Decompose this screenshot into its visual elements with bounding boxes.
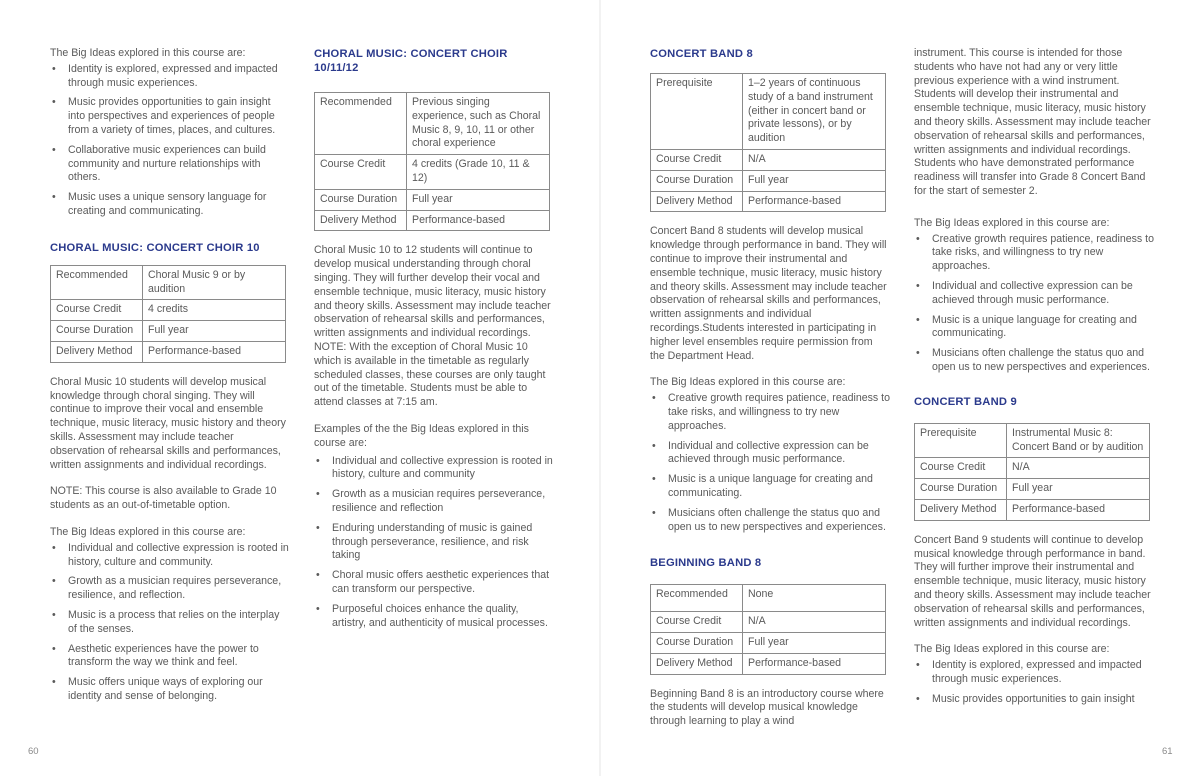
table-row <box>315 93 550 155</box>
list-item: • Music offers unique ways of exploring our identity and sense of belonging. <box>50 676 290 704</box>
table-row <box>915 499 1150 520</box>
list-item: • Collaborative music experiences can build community and nurture relationships with others. <box>50 144 290 185</box>
course-description: Choral Music 10 students will develop musical knowledge through choral singing. They will continue to improve their vocal and ensemble technique, music literacy, music history and theory skills. Assessment may include teacher observation of rehearsal skills and performances, written assignments and individual recordings. <box>50 375 286 471</box>
list-item: • Growth as a musician requires perseverance, resilience and reflection <box>314 488 554 516</box>
list-item: • Music uses a unique sensory language for creating and communicating. <box>50 191 290 219</box>
column-3 <box>650 47 890 742</box>
table-row <box>315 189 550 210</box>
table-cell-value: Full year <box>143 321 286 342</box>
list-item: • Identity is explored, expressed and impacted through music experiences. <box>50 63 290 91</box>
table-row <box>651 653 886 674</box>
table-cell-label: Prerequisite <box>651 74 743 150</box>
table-cell-value: Previous singing experience, such as Choral Music 8, 9, 10, 11 or other choral experience <box>407 93 550 155</box>
table-row <box>651 74 886 150</box>
table-cell-value: Full year <box>1007 479 1150 500</box>
table-cell-value: 1–2 years of continuous study of a band instrument (either in concert band or private lessons), or by audition <box>743 74 886 150</box>
table-row <box>651 612 886 633</box>
table-cell-label: Course Credit <box>651 149 743 170</box>
table-cell-label: Course Credit <box>315 155 407 190</box>
table-row <box>651 149 886 170</box>
list-item: • Individual and collective expression can be achieved through music performance. <box>650 440 890 468</box>
course-description: Concert Band 9 students will continue to develop musical knowledge through performance in band. They will further improve their instrumental and ensemble technique, music literacy, music history and theory skills. Assessment may include teacher observation of rehearsal skills and performances, written assignments and individual recordings. <box>914 533 1151 629</box>
big-ideas-list <box>314 455 554 631</box>
big-ideas-intro: Examples of the the Big Ideas explored in this course are: <box>314 422 529 449</box>
list-item: • Music is a unique language for creating and communicating. <box>650 473 890 501</box>
section-heading-beginning-band-8: BEGINNING BAND 8 <box>650 557 762 570</box>
big-ideas-list <box>914 659 1154 706</box>
table-cell-value: Performance-based <box>743 191 886 212</box>
table-cell-value: Performance-based <box>143 341 286 362</box>
table-row <box>651 170 886 191</box>
table-cell-label: Prerequisite <box>915 423 1007 458</box>
section-heading-concert-band-8: CONCERT BAND 8 <box>650 48 753 60</box>
table-row <box>651 585 886 612</box>
table-row <box>915 423 1150 458</box>
big-ideas-list <box>914 233 1154 375</box>
list-item: • Music provides opportunities to gain insight <box>914 693 1154 707</box>
table-cell-value: Instrumental Music 8: Concert Band or by audition <box>1007 423 1150 458</box>
table-cell-value: Performance-based <box>743 653 886 674</box>
big-ideas-list <box>50 542 290 704</box>
table-cell-label: Course Duration <box>51 321 143 342</box>
big-ideas-intro: The Big Ideas explored in this course are: <box>50 47 246 59</box>
list-item: • Aesthetic experiences have the power to transform the way we think and feel. <box>50 643 290 671</box>
table-cell-label: Delivery Method <box>315 210 407 231</box>
page-number-right: 61 <box>1162 746 1173 757</box>
table-row <box>51 265 286 300</box>
table-cell-label: Delivery Method <box>651 191 743 212</box>
table-cell-label: Course Duration <box>915 479 1007 500</box>
list-item: • Enduring understanding of music is gained through perseverance, resilience, and risk taking <box>314 522 554 563</box>
course-description-continued: instrument. This course is intended for those students who have not had any or very little previous experience with a wind instrument. Students will develop their instrumental and ensemble technique, music literacy, music history and theory skills. Assessment may include teacher observation of rehearsal skills and performances, written assignments and individual recordings. Students who have demonstrated performance readiness will transfer into Grade 8 Concert Band for the start of semester 2. <box>914 47 1151 197</box>
section-heading-concert-choir-10-11-12: CHORAL MUSIC: CONCERT CHOIR 10/11/12 <box>314 48 508 74</box>
list-item: • Musicians often challenge the status quo and open us to new perspectives and experiences. <box>914 347 1154 375</box>
table-cell-value: 4 credits (Grade 10, 11 & 12) <box>407 155 550 190</box>
course-description: Beginning Band 8 is an introductory course where the students will develop musical knowledge through learning to play a wind <box>650 687 884 728</box>
big-ideas-intro: The Big Ideas explored in this course are: <box>914 643 1110 656</box>
table-cell-value: N/A <box>1007 458 1150 479</box>
table-cell-value: N/A <box>743 612 886 633</box>
list-item: • Purposeful choices enhance the quality, artistry, and authenticity of musical processes. <box>314 603 554 631</box>
table-cell-label: Delivery Method <box>915 499 1007 520</box>
course-note: NOTE: This course is also available to Grade 10 students as an out-of-timetable option. <box>50 485 277 512</box>
table-cell-label: Course Duration <box>315 189 407 210</box>
table-cell-value: Performance-based <box>1007 499 1150 520</box>
list-item: • Individual and collective expression can be achieved through music performance. <box>914 280 1154 308</box>
table-cell-label: Recommended <box>51 265 143 300</box>
table-cell-label: Recommended <box>315 93 407 155</box>
table-cell-label: Course Duration <box>651 632 743 653</box>
course-info-table <box>314 92 550 231</box>
big-ideas-intro: The Big Ideas explored in this course are: <box>50 525 246 538</box>
list-item: • Music provides opportunities to gain insight into perspectives and experiences of people from a variety of times, places, and cultures. <box>50 96 290 137</box>
table-cell-value: Full year <box>743 632 886 653</box>
page-number-left: 60 <box>28 746 39 757</box>
big-ideas-list <box>650 392 890 534</box>
table-cell-value: Full year <box>407 189 550 210</box>
section-heading-concert-choir-10: CHORAL MUSIC: CONCERT CHOIR 10 <box>50 241 260 254</box>
table-cell-value: N/A <box>743 149 886 170</box>
table-row <box>651 191 886 212</box>
list-item: • Creative growth requires patience, readiness to take risks, and willingness to try new approaches. <box>650 392 890 433</box>
course-info-table <box>50 265 286 363</box>
table-cell-label: Course Duration <box>651 170 743 191</box>
list-item: • Identity is explored, expressed and impacted through music experiences. <box>914 659 1154 687</box>
list-item: • Growth as a musician requires perseverance, resilience, and reflection. <box>50 575 290 603</box>
table-row <box>315 155 550 190</box>
table-cell-label: Course Credit <box>915 458 1007 479</box>
table-row <box>915 458 1150 479</box>
table-cell-label: Course Credit <box>51 300 143 321</box>
table-cell-value: Performance-based <box>407 210 550 231</box>
course-description: Choral Music 10 to 12 students will continue to develop musical understanding through choral singing. They will further develop their vocal and ensemble technique, music literacy, music history and theory skills. Assessment may include teacher observation of rehearsal skills and performances, written assignments and individual recordings. NOTE: With the exception of Choral Music 10 which is available in the timetable as regularly scheduled classes, these courses are only taught out of the timetable. Students must be able to attend classes at 7:15 am. <box>314 244 551 409</box>
table-cell-value: Choral Music 9 or by audition <box>143 265 286 300</box>
list-item: • Musicians often challenge the status quo and open us to new perspectives and experiences. <box>650 507 890 535</box>
column-2 <box>314 47 554 644</box>
table-cell-value: Full year <box>743 170 886 191</box>
big-ideas-list <box>50 63 290 219</box>
table-row <box>51 341 286 362</box>
list-item: • Choral music offers aesthetic experiences that can transform our perspective. <box>314 569 554 597</box>
course-description: Concert Band 8 students will develop musical knowledge through performance in band. They will continue to improve their instrumental and ensemble technique, music literacy, music history and theory skills. Assessment may include teacher observation of rehearsal skills and performances, written assignments and individual recordings.Students interested in participating in higher level ensembles require permission from the Department Head. <box>650 225 887 362</box>
table-cell-label: Course Credit <box>651 612 743 633</box>
table-cell-label: Delivery Method <box>651 653 743 674</box>
column-4 <box>914 47 1154 720</box>
table-row <box>915 479 1150 500</box>
table-row <box>651 632 886 653</box>
table-row <box>51 300 286 321</box>
table-cell-label: Delivery Method <box>51 341 143 362</box>
list-item: • Creative growth requires patience, readiness to take risks, and willingness to try new approaches. <box>914 233 1154 274</box>
page-gutter <box>599 0 601 776</box>
column-1 <box>50 47 290 718</box>
big-ideas-intro: The Big Ideas explored in this course are: <box>650 376 846 389</box>
section-heading-concert-band-9: CONCERT BAND 9 <box>914 395 1017 408</box>
table-cell-value: 4 credits <box>143 300 286 321</box>
list-item: • Music is a process that relies on the interplay of the senses. <box>50 609 290 637</box>
table-cell-label: Recommended <box>651 585 743 612</box>
list-item: • Music is a unique language for creating and communicating. <box>914 314 1154 342</box>
list-item: • Individual and collective expression is rooted in history, culture and community <box>314 455 554 483</box>
course-info-table <box>650 73 886 212</box>
big-ideas-intro: The Big Ideas explored in this course are: <box>914 216 1110 229</box>
list-item: • Individual and collective expression is rooted in history, culture and community. <box>50 542 290 570</box>
table-row <box>315 210 550 231</box>
course-info-table <box>914 423 1150 521</box>
course-info-table <box>650 584 886 674</box>
table-cell-value: None <box>743 585 886 612</box>
table-row <box>51 321 286 342</box>
